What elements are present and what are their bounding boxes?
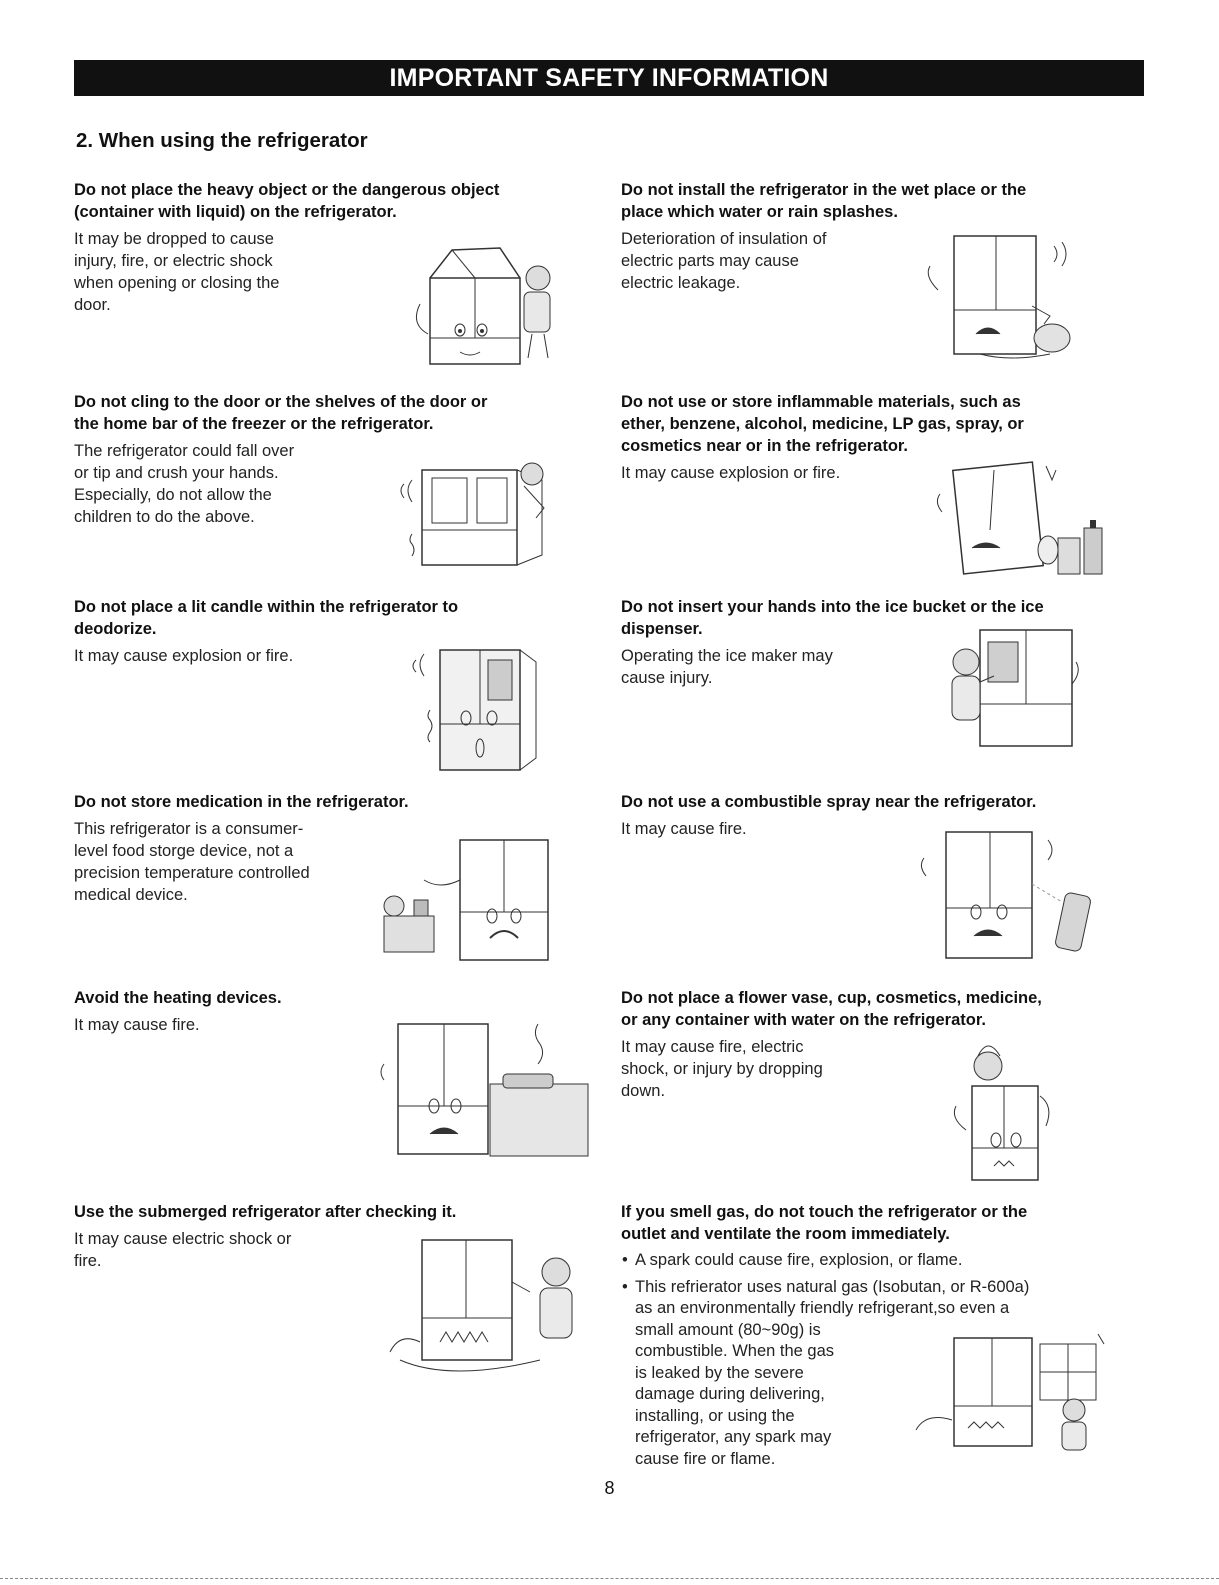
warning-heading: If you smell gas, do not touch the refrigerator or the outlet and ventilate the room immediately. [621, 1203, 1028, 1243]
section-title: 2. When using the refrigerator [76, 129, 368, 152]
warning-body: It may cause fire, electric shock, or injury by dropping down. [621, 1038, 823, 1100]
fridge-with-child-icon [412, 238, 562, 368]
warning-heading: Do not store medication in the refrigerator. [74, 793, 409, 811]
warning-heading: Use the submerged refrigerator after checking it. [74, 1203, 457, 1221]
warning-heading: Do not insert your hands into the ice bucket or the ice dispenser. [621, 598, 1044, 638]
warning-body: Operating the ice maker may cause injury. [621, 647, 833, 687]
child-hanging-door-icon [392, 450, 572, 570]
page-banner [74, 60, 1144, 96]
footer-divider [0, 1578, 1219, 1579]
warning-body: It may be dropped to cause injury, fire, or electric shock when opening or closing the door. [74, 230, 280, 314]
banner-title: IMPORTANT SAFETY INFORMATION [389, 63, 829, 92]
wet-fridge-icon [920, 226, 1080, 361]
warning-body: It may cause fire. [621, 820, 747, 838]
medication-fridge-icon [362, 820, 572, 965]
warning-heading: Do not use or store inflammable materials, such as ether, benzene, alcohol, medicine, LP gas, spray, or cosmetics near or in the refrigerator. [621, 393, 1024, 455]
warning-body: It may cause fire. [74, 1016, 200, 1034]
warning-heading: Do not cling to the door or the shelves of the door or the home bar of the freezer or the refrigerator. [74, 393, 488, 433]
warning-heading: Do not place the heavy object or the dangerous object (container with liquid) on the refrigerator. [74, 181, 500, 221]
spray-can-icon [912, 824, 1102, 964]
heater-fridge-icon [378, 1014, 593, 1159]
page-number: 8 [604, 1478, 615, 1498]
warning-heading: Do not place a flower vase, cup, cosmetics, medicine, or any container with water on the refrigerator. [621, 989, 1042, 1029]
vase-on-fridge-icon [948, 1036, 1058, 1184]
bullet-item: • This refrierator uses natural gas (Isobutan, or R-600a) as an environmentally friendly refrigerant,so even a small amount (80~90g) is combustible. When the gas is leaked by the severe damage during delivering, installing, or using the refrigerator, any spark may cause fire or flame. [621, 1277, 1151, 1471]
warning-heading: Do not place a lit candle within the refrigerator to deodorize. [74, 598, 459, 638]
bullet-item: • A spark could cause fire, explosion, or flame. [621, 1250, 1151, 1272]
warning-body: It may cause explosion or fire. [74, 647, 294, 665]
candle-fridge-icon [408, 640, 548, 775]
warning-body: It may cause explosion or fire. [621, 464, 841, 482]
ice-dispenser-icon [942, 622, 1082, 750]
warning-body: The refrigerator could fall over or tip and crush your hands. Especially, do not allow the children to do the above. [74, 442, 295, 526]
warning-flower-vase [621, 987, 1151, 1102]
warning-heading: Do not install the refrigerator in the wet place or the place which water or rain splashes. [621, 181, 1027, 221]
warning-heading: Avoid the heating devices. [74, 989, 282, 1007]
warning-body: Deterioration of insulation of electric parts may cause electric leakage. [621, 230, 827, 292]
warning-body: It may cause electric shock or fire. [74, 1230, 292, 1270]
submerged-fridge-icon [380, 1232, 590, 1382]
ventilate-window-icon [908, 1330, 1108, 1455]
warning-heading: Do not use a combustible spray near the refrigerator. [621, 793, 1037, 811]
inflammable-bottles-icon [928, 460, 1118, 580]
warning-body: This refrigerator is a consumer- level food storge device, not a precision temperature controlled medical device. [74, 820, 310, 904]
